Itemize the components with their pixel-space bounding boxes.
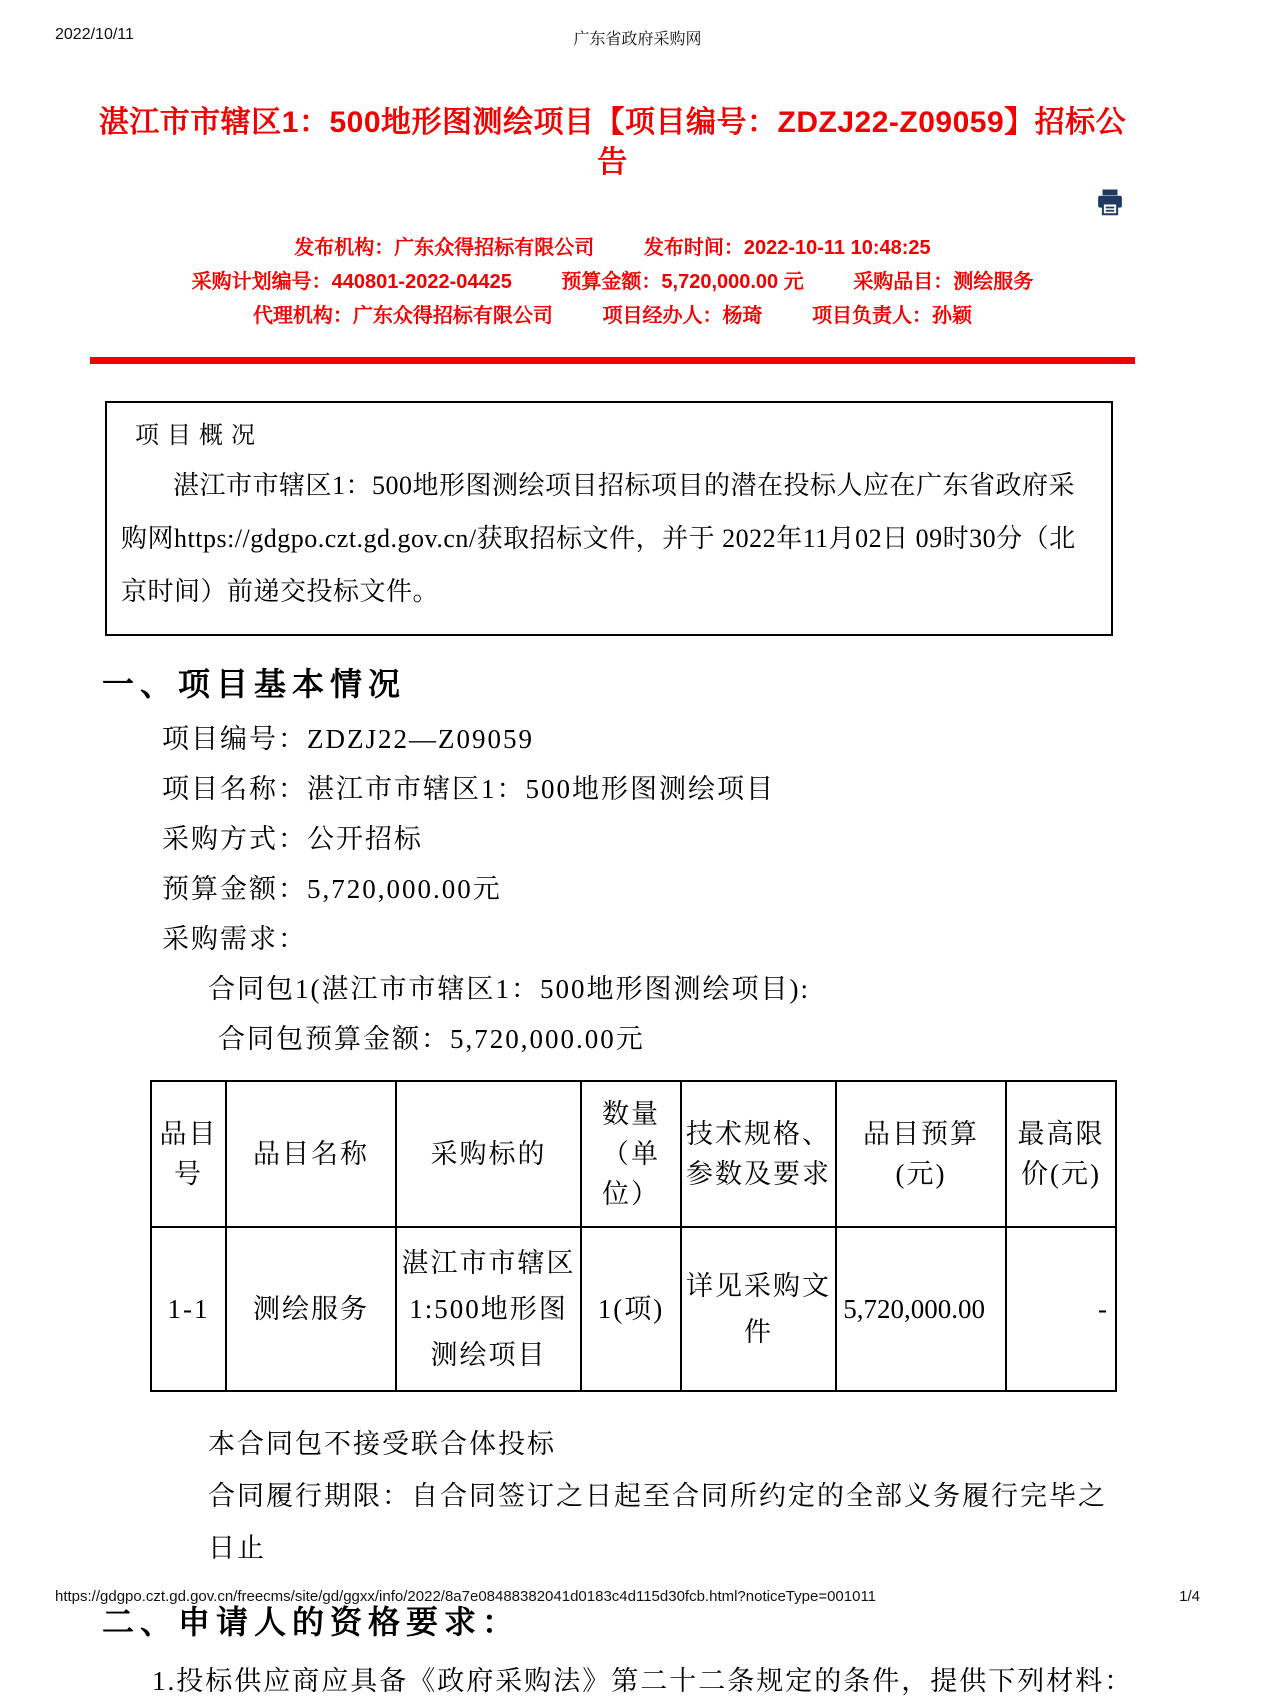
site-name: 广东省政府采购网 [573, 31, 702, 48]
table-header-cell: 品目预算(元) [836, 1081, 1006, 1227]
table-cell-price-cap: - [1006, 1227, 1116, 1391]
meta-plan-number: 采购计划编号：440801-2022-04425 [191, 271, 512, 293]
note-contract-term: 合同履行期限：自合同签订之日起至合同所约定的全部义务履行完毕之日止 [208, 1481, 1107, 1563]
table-row [151, 1227, 1116, 1391]
red-divider [90, 357, 1135, 364]
meta-line-1 [90, 231, 1135, 265]
meta-line-2 [90, 265, 1135, 299]
table-cell-lot-no: 1-1 [151, 1227, 226, 1391]
item-procurement-demand: 采购需求： [162, 924, 307, 954]
table-cell-quantity: 1(项) [581, 1227, 681, 1391]
table-header-cell: 采购标的 [396, 1081, 581, 1227]
meta-budget: 预算金额：5,720,000.00 元 [561, 271, 804, 293]
lot-table [150, 1080, 1117, 1392]
notice-meta [90, 231, 1135, 333]
overview-paragraph: 湛江市市辖区1：500地形图测绘项目招标项目的潜在投标人应在广东省政府采购网https://gdgpo.czt.gd.gov.cn/获取招标文件，并于 2022年11月02日 09时30分（北京时间）前递交投标文件。 [121, 471, 1076, 606]
meta-leader: 项目负责人：孙颖 [812, 305, 973, 327]
meta-agency: 代理机构：广东众得招标有限公司 [252, 305, 553, 327]
item-project-name: 项目名称：湛江市市辖区1：500地形图测绘项目 [162, 774, 775, 804]
footer-page-indicator: 1/4 [1179, 1588, 1200, 1605]
basic-info-list [90, 714, 1135, 1064]
footer-url: https://gdgpo.czt.gd.gov.cn/freecms/site/gd/ggxx/info/2022/8a7e08488382041d0183c4d115d30fcb.html?noticeType=001011 [55, 1588, 877, 1605]
project-overview-box [105, 401, 1113, 636]
package-title: 合同包1(湛江市市辖区1：500地形图测绘项目): [208, 974, 810, 1004]
meta-line-3 [90, 299, 1135, 333]
meta-publisher: 发布机构：广东众得招标有限公司 [294, 237, 595, 259]
meta-publish-time: 发布时间：2022-10-11 10:48:25 [643, 237, 931, 259]
table-header-cell: 品目名称 [226, 1081, 396, 1227]
page-title: 湛江市市辖区1：500地形图测绘项目【项目编号：ZDZJ22-Z09059】招标公告 [98, 106, 1127, 179]
table-header-cell: 技术规格、参数及要求 [681, 1081, 836, 1227]
section-basic-heading: 一、项目基本情况 [102, 666, 407, 702]
browser-print-footer [55, 1588, 1200, 1605]
print-date: 2022/10/11 [55, 26, 134, 43]
printer-icon[interactable] [1095, 187, 1125, 217]
table-header-row [151, 1081, 1116, 1227]
table-header-cell: 最高限价(元) [1006, 1081, 1116, 1227]
meta-handler: 项目经办人：杨琦 [602, 305, 763, 327]
table-header-cell: 数量（单位） [581, 1081, 681, 1227]
note-no-consortium: 本合同包不接受联合体投标 [208, 1429, 556, 1459]
table-cell-lot-name: 测绘服务 [226, 1227, 396, 1391]
package-budget: 合同包预算金额：5,720,000.00元 [218, 1024, 645, 1054]
meta-category: 采购品目：测绘服务 [853, 271, 1034, 293]
table-header-cell: 品目号 [151, 1081, 226, 1227]
print-button-row [90, 187, 1135, 219]
item-procurement-method: 采购方式：公开招标 [162, 824, 423, 854]
table-cell-spec: 详见采购文件 [681, 1227, 836, 1391]
overview-heading: 项目概况 [135, 423, 263, 449]
qualification-item-1: 1.投标供应商应具备《政府采购法》第二十二条规定的条件，提供下列材料： [152, 1666, 1134, 1696]
item-project-number: 项目编号：ZDZJ22—Z09059 [162, 724, 534, 754]
package-notes [90, 1418, 1135, 1574]
notice-content [90, 0, 1135, 1706]
table-cell-budget: 5,720,000.00 [836, 1227, 1006, 1391]
table-cell-subject: 湛江市市辖区1:500地形图测绘项目 [396, 1227, 581, 1391]
section-qualification-heading: 二、申请人的资格要求： [102, 1604, 521, 1640]
item-budget-amount: 预算金额：5,720,000.00元 [162, 874, 502, 904]
